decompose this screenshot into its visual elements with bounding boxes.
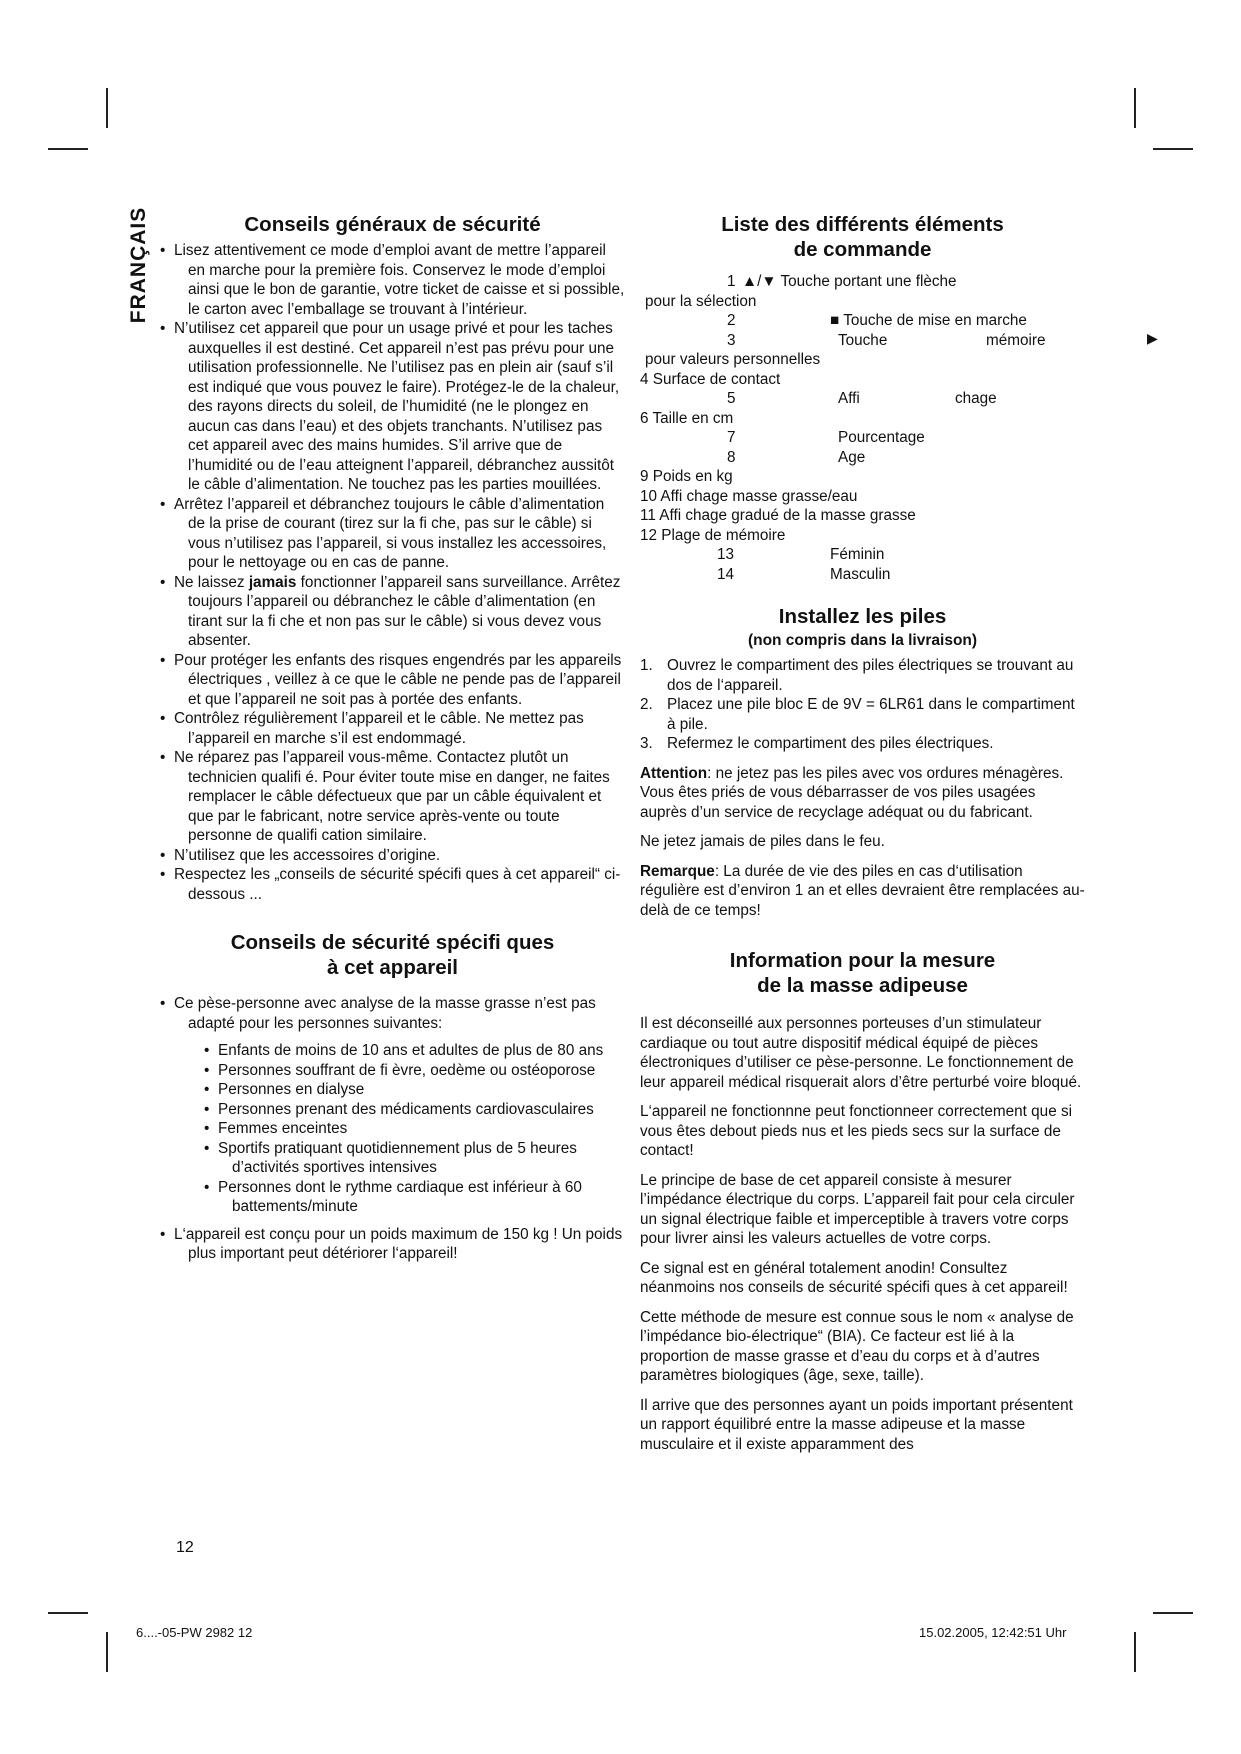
sub-list-item: • Personnes dont le rythme cardiaque est inférieur à 60 battements/minute [202,1178,625,1217]
controls-list [640,272,1085,584]
remark-note: Remarque: La durée de vie des piles en cas d‘utilisation régulière est d’environ 1 an et elles devraient être remplacées au-delà de ce temps! [640,862,1085,919]
list-item: • Pour protéger les enfants des risques engendrés par les appareils électriques , veillez à ce que le câble ne pende pas de l’appareil et que l’appareil ne soit pas à portée des enfants. [160,651,625,710]
control-item: 12 Plage de mémoire [640,526,786,544]
never-pre: Ne laissez [174,573,249,591]
crop-mark [106,1632,108,1672]
general-safety-title: Conseils généraux de sécurité [244,213,541,236]
footer-job-code: 6....-05-PW 2982 12 [136,1625,253,1640]
list-item: • L‘appareil est conçu pour un poids maximum de 150 kg ! Un poids plus important peut détériorer l‘appareil! [160,1225,625,1264]
list-item: • Arrêtez l’appareil et débranchez toujours le câble d’alimentation de la prise de courant (tirez sur la fi che, pas sur le câble) si vous n’utilisez pas l’appareil, si vous installez les accessoires, pour le nettoyage ou en cas de panne. [160,495,625,573]
batteries-title: Installez les piles [778,605,947,628]
crop-mark [1153,148,1193,150]
list-item: • Contrôlez régulièrement l’appareil et le câble. Ne mettez pas l’appareil en marche s’il est endommagé. [160,709,625,748]
crop-mark [106,88,108,128]
control-item: 10 Affi chage masse grasse/eau [640,487,858,505]
sub-list-item: • Personnes souffrant de fi èvre, oedème ou ostéoporose [202,1061,625,1081]
control-item: 2 ■ Touche de mise en marche [727,312,1027,329]
list-item: • N’utilisez que les accessoires d’origine. [160,846,625,866]
footer-timestamp: 15.02.2005, 12:42:51 Uhr [919,1625,1067,1640]
right-column [640,212,1085,1464]
control-item: 8 Age [727,448,866,466]
control-item: 5 Affi chage [727,390,997,407]
language-label: FRANÇAIS [127,206,150,324]
general-safety-list [160,241,625,904]
crop-mark [1134,1632,1136,1672]
step-item: 2. Placez une pile bloc E de 9V = 6LR61 dans le compartiment à pile. [640,696,1075,733]
battery-steps [640,656,1085,754]
list-item: • Ne réparez pas l’appareil vous-même. Contactez plutôt un technicien qualifi é. Pour éviter toute mise en danger, ne faites remplacer le câble défectueux que par un câble équivalent et que par le fabricant, notre service après-vente ou toute personne de qualifi cation similaire. [160,748,625,846]
sub-list-item: • Enfants de moins de 10 ans et adultes de plus de 80 ans [202,1041,625,1061]
sub-list-item: • Personnes en dialyse [202,1080,625,1100]
crop-mark [48,1612,88,1614]
info-paragraph: L‘appareil ne fonctionnne peut fonctionneer correctement que si vous êtes debout pieds nus et les pieds secs sur la surface de contact! [640,1103,1072,1159]
page-number: 12 [176,1539,194,1556]
info-paragraph: Il est déconseillé aux personnes porteuses d’un stimulateur cardiaque ou tout autre dispositif médical équipé de pièces électroniques d’utiliser ce pèse-personne. Le fonctionnement de leur appareil médical risquerait alors d’être perturbé voire bloqué. [640,1015,1082,1091]
control-item: 13 Féminin [717,546,885,563]
control-item: pour valeurs personnelles [645,351,821,368]
controls-title: Liste des différents éléments de commande [721,213,1004,261]
list-item: • Ce pèse-personne avec analyse de la masse grasse n’est pas adapté pour les personnes suivantes: • Enfants de moins de 10 ans et adultes de plus de 80 ans • Personnes souffrant de fi èvre, oedème ou ostéoporose • Personnes en dialyse • Personnes prenant des médicaments cardiovasculaires • Femmes enceintes • Sportifs pratiquant quotidiennement plus de 5 heures d’activités sportives intensives • Personnes dont le rythme cardiaque est inférieur à 60 battements/minute [160,994,625,1217]
crop-mark [48,148,88,150]
control-item: 4 Surface de contact [640,370,781,388]
control-item: 6 Taille en cm [640,409,734,427]
control-item: 9 Poids en kg [640,468,733,485]
step-item: 3. Refermez le compartiment des piles électriques. [640,735,994,752]
control-item: 11 Affi chage gradué de la masse grasse [640,507,916,524]
attention-note: Attention: ne jetez pas les piles avec vos ordures ménagères. Vous êtes priés de vous débarrasser de vos piles usagées auprès d’un service de recyclage adéquat ou du fabricant. [640,764,1064,821]
list-item [160,573,625,651]
info-paragraph: Le principe de base de cet appareil consiste à mesurer l’impédance électrique du corps. L’appareil fait pour cela circuler un signal électrique faible et imperceptible à travers votre corps pour livrer ainsi les valeurs actuelles de votre corps. [640,1171,1075,1247]
sub-list-item: • Femmes enceintes [202,1119,625,1139]
info-paragraph: Ce signal est en général totalement anodin! Consultez néanmoins nos conseils de sécurité spécifi ques à cet appareil! [640,1259,1068,1296]
crop-mark [1153,1612,1193,1614]
info-paragraph: Il arrive que des personnes ayant un poids important présentent un rapport équilibré entre la masse adipeuse et la masse musculaire et il existe apparamment des [640,1396,1073,1453]
next-page-arrow-icon: ▶ [1147,330,1158,346]
excluded-persons-list [202,1041,625,1217]
left-column [160,212,625,1264]
batteries-subtitle: (non compris dans la livraison) [747,632,978,649]
control-item: 7 Pourcentage [727,429,925,446]
sub-list-item: • Sportifs pratiquant quotidiennement plus de 5 heures d’activités sportives intensives [202,1139,625,1178]
list-item: • Respectez les „conseils de sécurité spécifi ques à cet appareil“ ci-dessous ... [160,865,625,904]
fire-warning: Ne jetez jamais de piles dans le feu. [640,833,885,850]
never-bold: jamais [248,573,297,591]
specific-safety-title: Conseils de sécurité spécifi ques à cet appareil [230,931,555,979]
crop-mark [1134,88,1136,128]
never-post: fonctionner l’appareil sans surveillance. Arrêtez toujours l’appareil ou débranchez le câble d’alimentation (en tirant sur la fi che et non pas sur le câble) si vous devez vous absenter. [188,573,621,649]
sub-list-item: • Personnes prenant des médicaments cardiovasculaires [202,1100,625,1120]
control-item: 3 Touche mémoire [727,331,1046,349]
control-item: pour la sélection [645,292,757,310]
body-fat-info-title: Information pour la mesure de la masse adipeuse [729,949,996,997]
info-paragraph: Cette méthode de mesure est connue sous le nom « analyse de l’impédance bio-électrique“ (BIA). Ce facteur est lié à la proportion de masse grasse et d’eau du corps et à d’autres paramètres biologiques (âge, sexe, taille). [640,1308,1074,1384]
list-item: • Lisez attentivement ce mode d’emploi avant de mettre l’appareil en marche pour la première fois. Conservez le mode d’emploi ainsi que le bon de garantie, votre ticket de caisse et si possible, le carton avec l’emballage se trouvant à l’intérieur. [160,241,625,319]
specific-safety-list [160,994,625,1264]
control-item: 14 Masculin [717,565,891,583]
list-item: • N’utilisez cet appareil que pour un usage privé et pour les taches auxquelles il est destiné. Cet appareil n’est pas prévu pour une utilisation professionnelle. Ne l’utilisez pas en plein air (sauf s’il est indiqué que vous pouvez le faire). Protégez-le de la chaleur, des rayons directs du soleil, de l’humidité (ne le plongez en aucun cas dans l’eau) et des objets tranchants. N’utilisez pas cet appareil avec des mains humides. S’il arrive que de l’humidité ou de l’eau atteignent l’appareil, débranchez aussitôt le câble d’alimentation. Ne touchez pas les parties mouillées. [160,319,625,495]
step-item: 1. Ouvrez le compartiment des piles électriques se trouvant au dos de l‘appareil. [640,657,1074,694]
control-item: 1 ▲/▼ Touche portant une flèche [727,273,957,290]
